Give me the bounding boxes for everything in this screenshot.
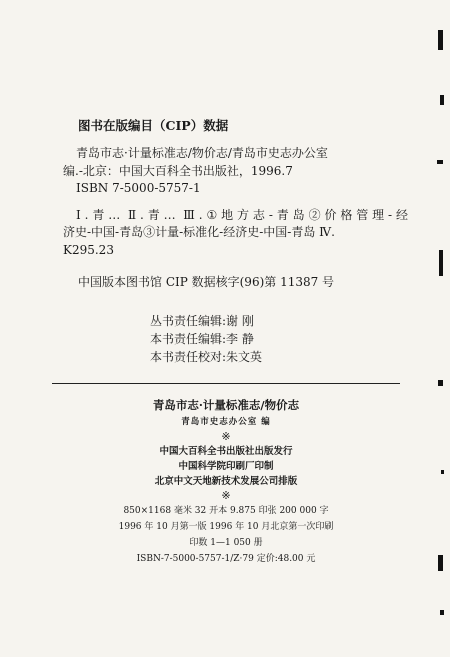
colophon-separator-2: ※ (221, 489, 231, 502)
colophon-typesetter: 北京中文天地新技术发展公司排版 (154, 476, 298, 487)
series-editor-name: 谢 刚 (226, 314, 254, 328)
colophon (52, 398, 400, 567)
cip-subject-line-1: Ⅰ.青… Ⅱ.青… Ⅲ.①地方志-青岛②价格管理-经 (76, 207, 408, 222)
cip-heading: 图书在版编目（CIP）数据 (78, 118, 229, 133)
colophon-compiler: 青岛市史志办公室 编 (181, 417, 271, 427)
cip-isbn-line: ISBN 7-5000-5757-1 (76, 181, 201, 195)
editor-credits (150, 312, 262, 366)
proofreader (150, 348, 262, 366)
colophon-publisher: 中国大百科全书出版社出版发行 (159, 446, 293, 457)
cip-title-line: 青岛市志·计量标准志/物价志/青岛市史志办公室 (76, 146, 328, 160)
colophon-edition-line: 1996 年 10 月第一版 1996 年 10 月北京第一次印刷 (118, 522, 334, 532)
cip-classification: K295.23 (63, 242, 114, 257)
colophon-isbn-price: ISBN-7-5000-5757-1/Z·79 定价:48.00 元 (136, 554, 316, 564)
colophon-book-title: 青岛市志·计量标准志/物价志 (152, 398, 300, 412)
series-editor-role: 丛书责任编辑: (150, 314, 227, 328)
scan-edge-marks (430, 0, 450, 657)
colophon-separator-1: ※ (221, 430, 231, 443)
book-editor-name: 李 静 (226, 332, 254, 346)
divider-rule (52, 383, 400, 384)
proofreader-role: 本书责任校对: (150, 350, 227, 364)
cip-record (63, 145, 408, 259)
cip-publisher-line: 编.-北京：中国大百科全书出版社，1996.7 (63, 163, 293, 178)
colophon-print-run: 印数 1—1 050 册 (189, 538, 263, 548)
cip-catalog-number: 中国版本图书馆 CIP 数据核字(96)第 11387 号 (78, 275, 335, 289)
series-editor (150, 312, 262, 330)
book-editor-role: 本书责任编辑: (150, 332, 227, 346)
proofreader-name: 朱文英 (226, 350, 263, 364)
book-editor (150, 330, 262, 348)
colophon-format-line: 850×1168 毫米 32 开本 9.875 印张 200 000 字 (123, 506, 329, 516)
colophon-printer: 中国科学院印刷厂印制 (178, 461, 274, 472)
cip-subject-line-2: 济史-中国-青岛③计量-标准化-经济史-中国-青岛 Ⅳ. (63, 225, 335, 239)
